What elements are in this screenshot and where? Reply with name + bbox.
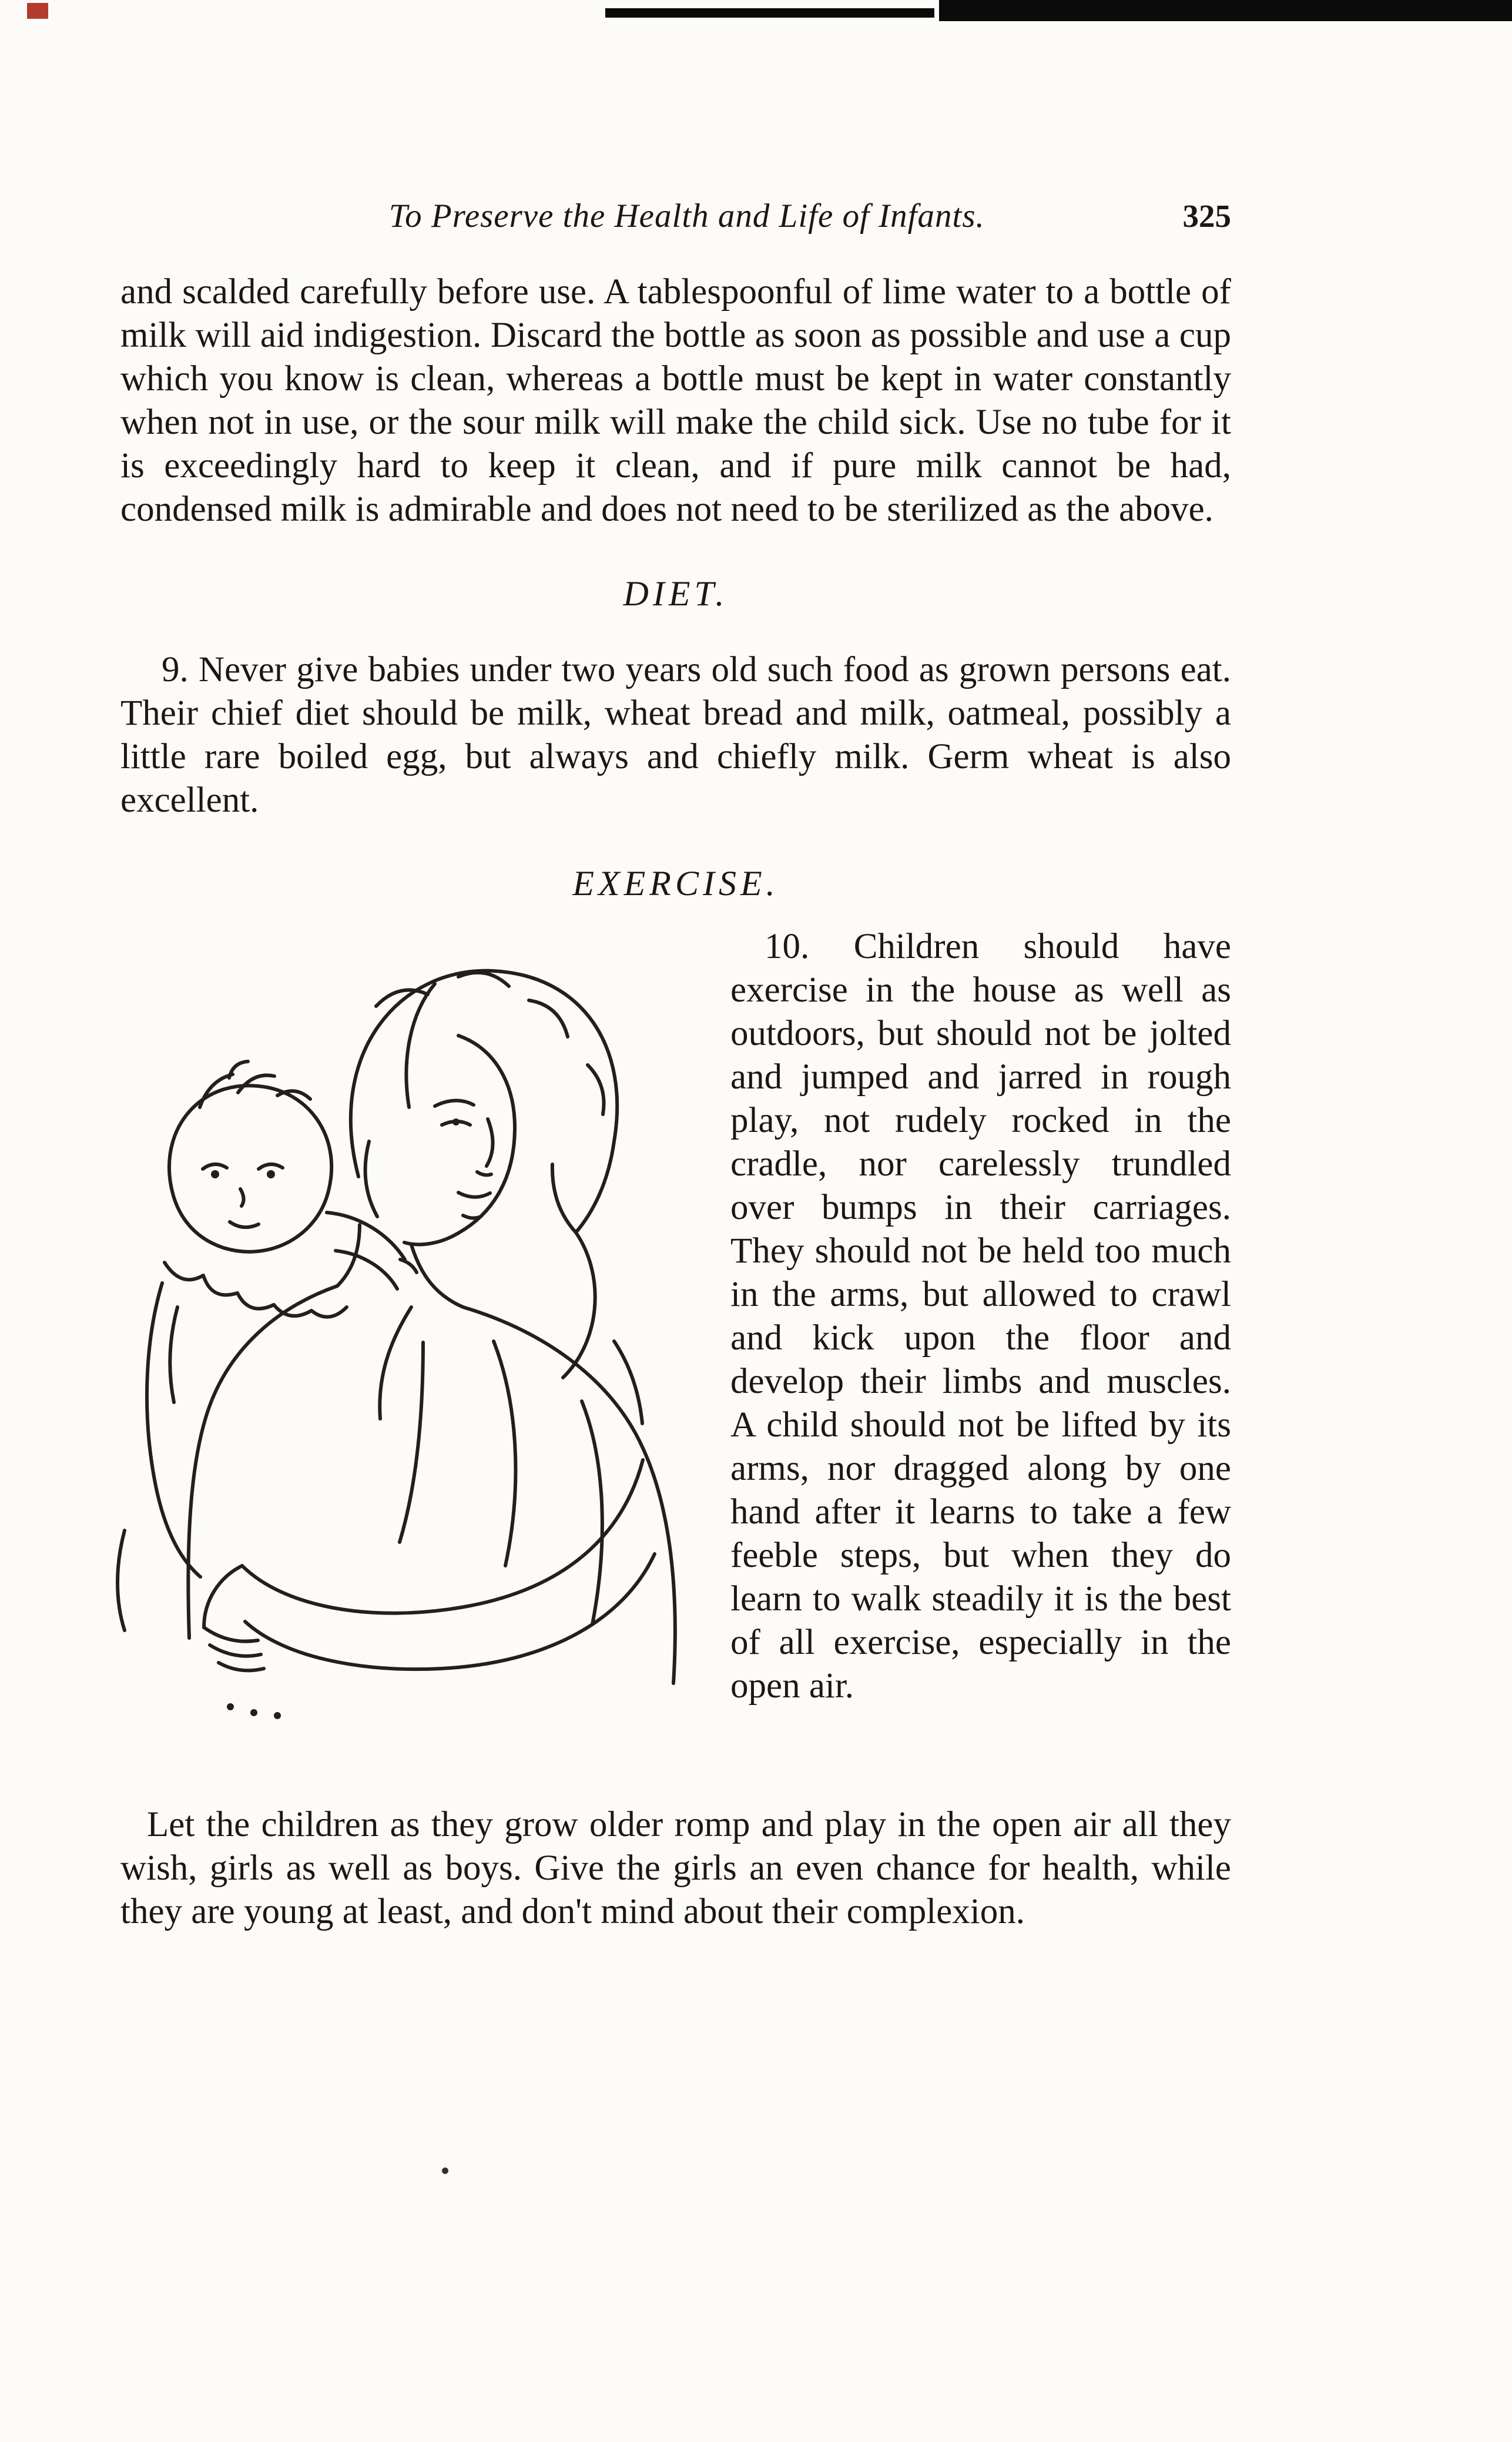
exercise-heading: EXERCISE. [572, 864, 779, 903]
running-header [120, 197, 1231, 235]
diet-paragraph: 9. Never give babies under two years old such food as grown persons eat. Their chief diet should be milk, wheat bread and milk, oatmeal, possibly a little rare boiled egg, but always and chiefly milk. Germ wheat is also excellent. [120, 650, 1231, 820]
running-header-title: To Preserve the Health and Life of Infants. [388, 197, 985, 235]
scan-artifact-red-mark [27, 3, 48, 19]
scan-artifact-bar [605, 8, 934, 18]
continuation-paragraph: and scalded carefully before use. A tablespoonful of lime water to a bottle of milk will aid indigestion. Discard the bottle as soon as possible and use a cup which you know is clean, whereas a bottle must be kept in water constantly when not in use, or the sour milk will make the child sick. Use no tube for it is exceedingly hard to keep it clean, and if pure milk cannot be had, condensed milk is admirable and does not need to be sterilized as the above. [120, 272, 1231, 529]
exercise-section [120, 925, 1231, 1708]
exercise-paragraph: 10. Children should have exercise in the house as well as outdoors, but should not be jolted and jumped and jarred in rough play, not rudely rocked in the cradle, nor carelessly trundled over bumps in their carriages. They should not be held too much in the arms, but allowed to crawl and kick upon the floor and develop their limbs and muscles. A child should not be lifted by its arms, nor dragged along by one hand after it learns to take a few feeble steps, but when they do learn to walk steadily it is the best of all exercise, especially in the open air. [730, 927, 1231, 1706]
scan-artifact-speck [442, 2168, 448, 2174]
scan-artifact-bar [939, 0, 1512, 21]
mother-holding-child-illustration [82, 930, 714, 1800]
closing-paragraph: Let the children as they grow older romp and play in the open air all they wish, girls as well as boys. Give the girls an even chance for health, while they are young at least, and don't mind about their complexion. [120, 1805, 1231, 1931]
page-content [120, 197, 1231, 1934]
mother-holding-child-engraving [82, 930, 714, 1800]
page-number: 325 [1182, 198, 1231, 234]
diet-heading: DIET. [623, 574, 729, 613]
